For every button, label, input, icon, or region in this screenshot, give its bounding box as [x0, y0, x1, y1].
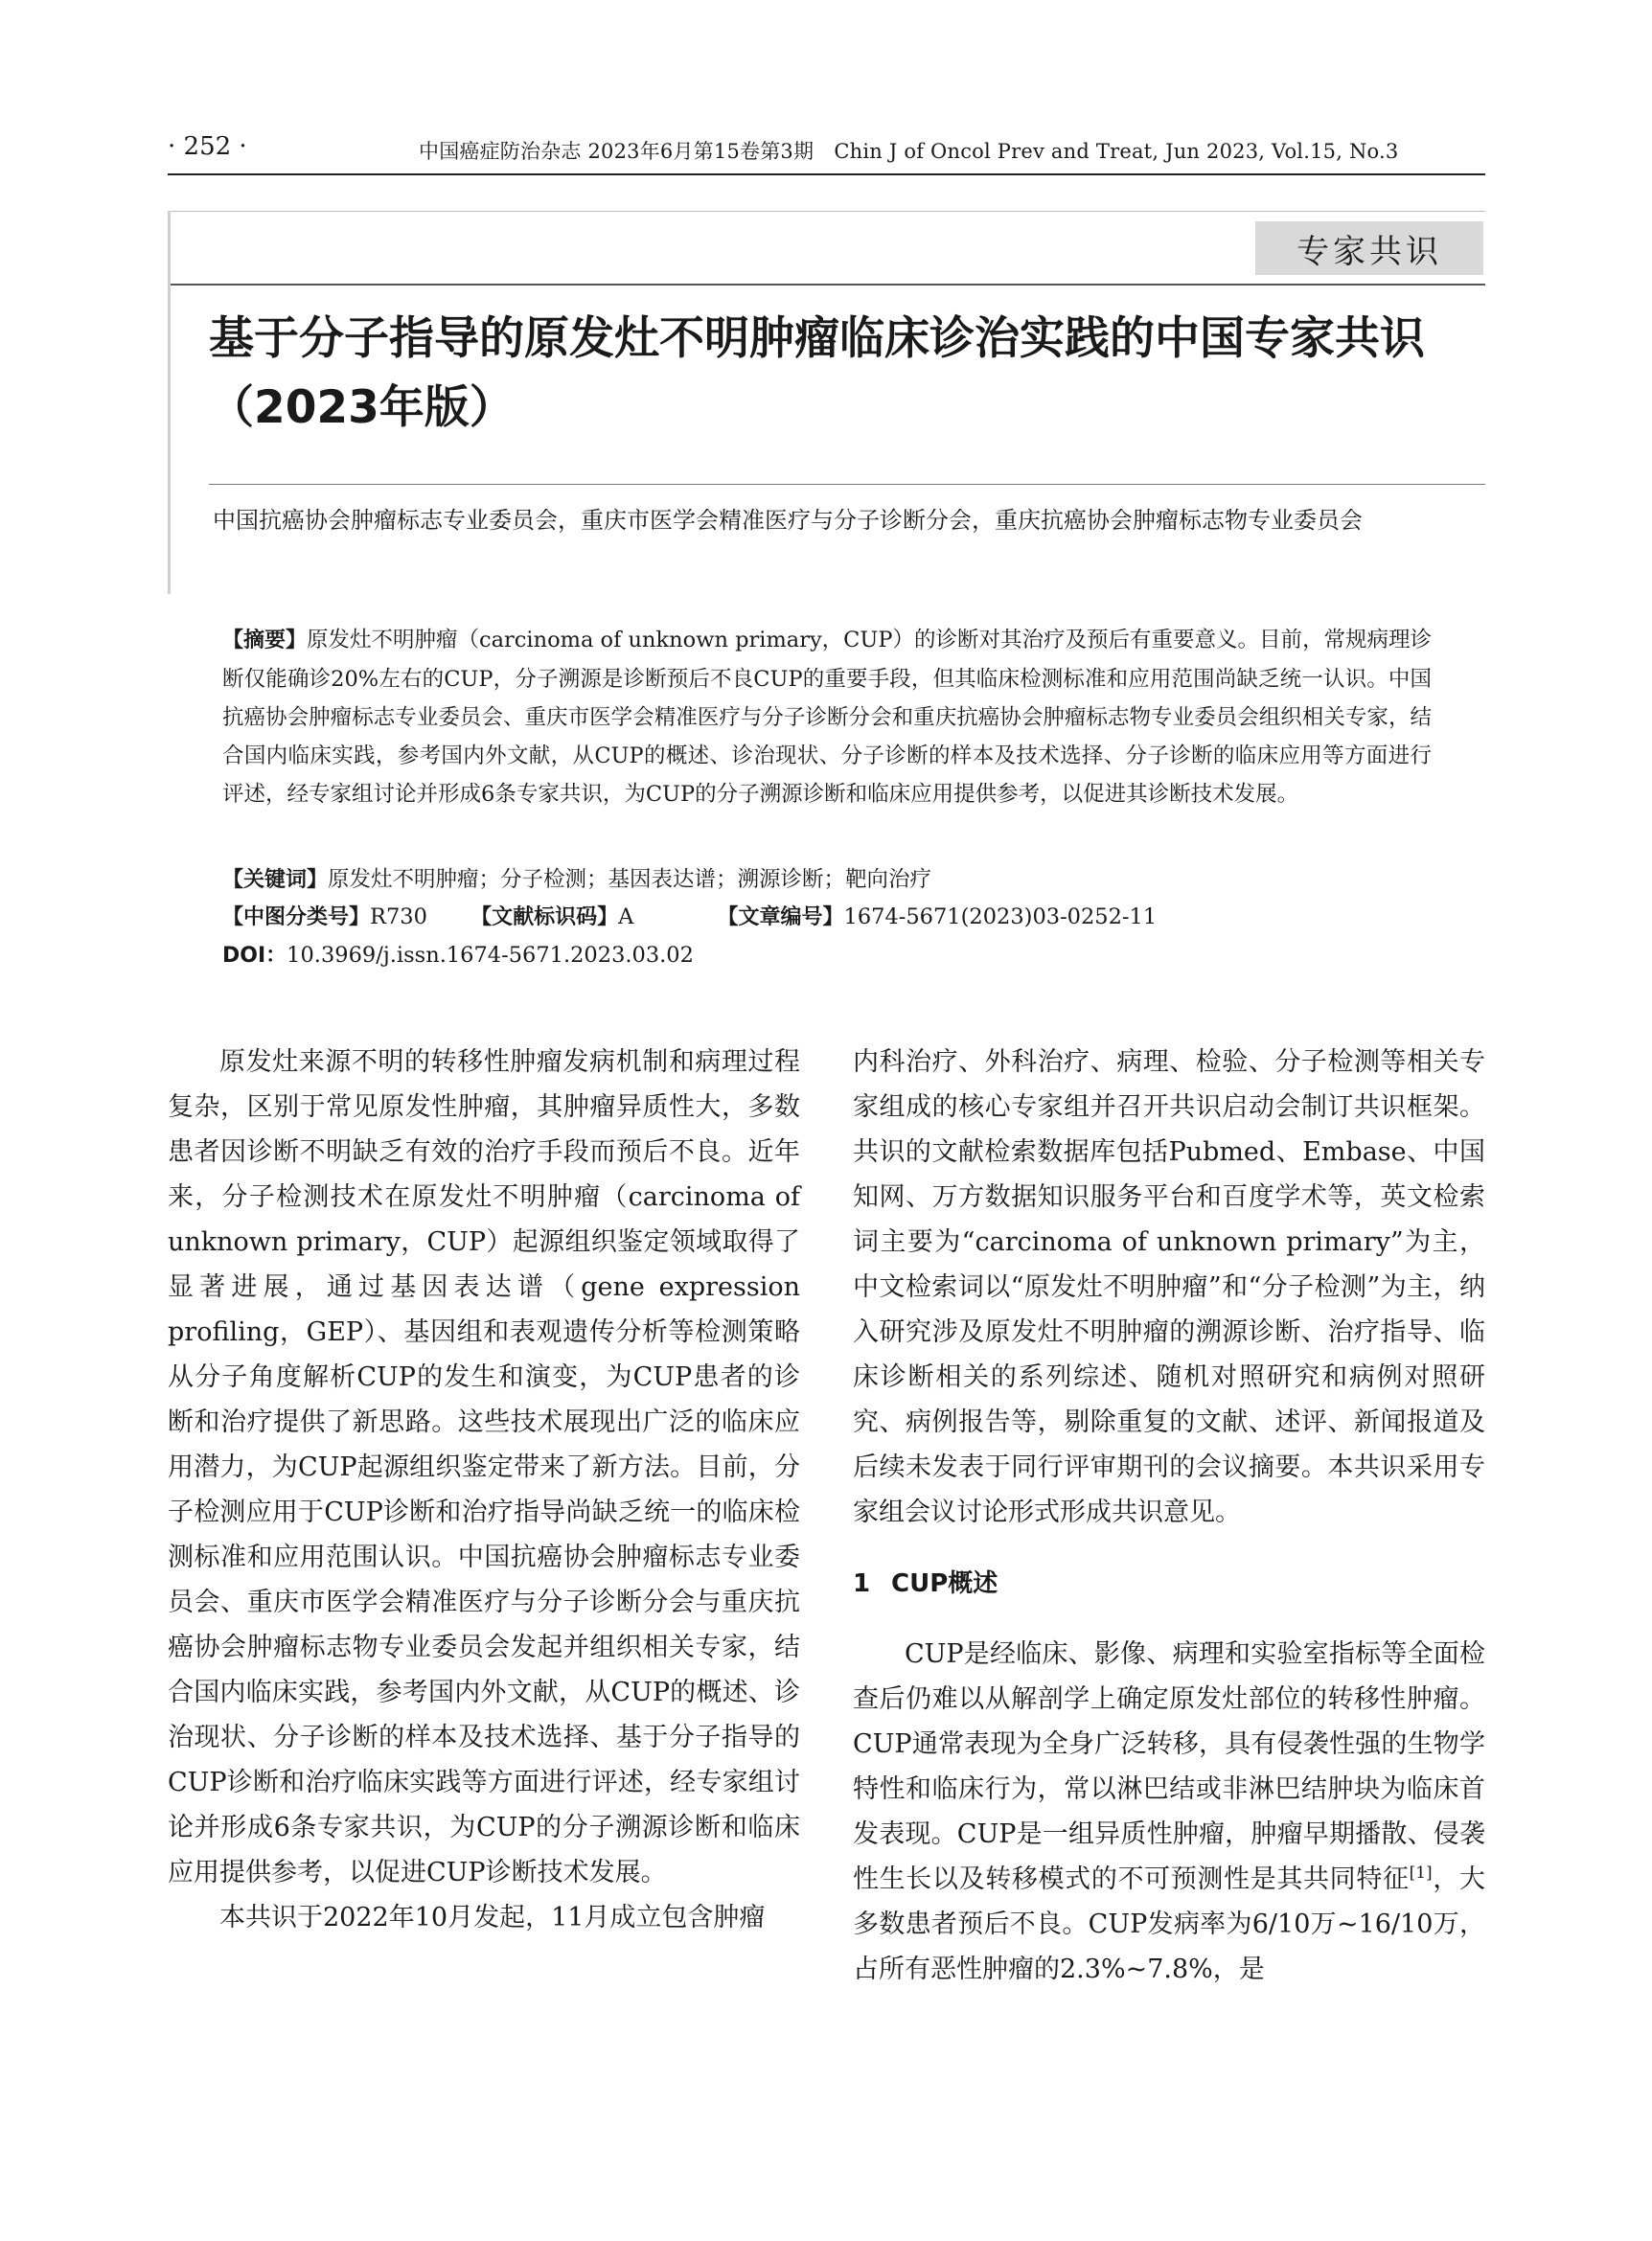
left-paragraph-2: 本共识于2022年10月发起，11月成立包含肿瘤: [219, 1903, 766, 1932]
section-number: 1: [853, 1569, 871, 1598]
abstract-label: 【摘要】: [222, 629, 308, 652]
left-paragraph-1: 原发灶来源不明的转移性肿瘤发病机制和病理过程复杂，区别于常见原发性肿瘤，其肿瘤异质性大，多数患者因诊断不明缺乏有效的治疗手段而预后不良。近年来，分子检测技术在原发灶不明肿瘤（carcinoma of unknown primary，CUP）起源组织鉴定领域取得了显著进展，通过基因表达谱（gene expression profiling，GEP）、基因组和表观遗传分析等检测策略从分子角度解析CUP的发生和演变，为CUP患者的诊断和治疗提供了新思路。这些技术展现出广泛的临床应用潜力，为CUP起源组织鉴定带来了新方法。目前，分子检测应用于CUP诊断和治疗指导尚缺乏统一的临床检测标准和应用范围认识。中国抗癌协会肿瘤标志专业委员会、重庆市医学会精准医疗与分子诊断分会与重庆抗癌协会肿瘤标志物专业委员会发起并组织相关专家，结合国内临床实践，参考国内外文献，从CUP的概述、诊治现状、分子诊断的样本及技术选择、基于分子指导的CUP诊断和治疗临床实践等方面进行评述，经专家组讨论并形成6条专家共识，为CUP的分子溯源诊断和临床应用提供参考，以促进CUP诊断技术发展。: [168, 1047, 800, 1887]
right-paragraph-2-a: CUP是经临床、影像、病理和实验室指标等全面检查后仍难以从解剖学上确定原发灶部位的转移性肿瘤。CUP通常表现为全身广泛转移，具有侵袭性强的生物学特性和临床行为，常以淋巴结或非淋巴结肿块为临床首发表现。CUP是一组异质性肿瘤，肿瘤早期播散、侵袭性生长以及转移模式的不可预测性是其共同特征: [853, 1639, 1485, 1894]
author-rule: [209, 484, 1485, 485]
classification-line: [222, 901, 1157, 930]
journal-citation: 中国癌症防治杂志 2023年6月第15卷第3期 Chin J of Oncol Prev and Treat, Jun 2023, Vol.15, No.3: [419, 140, 1399, 163]
page-number: · 252 ·: [168, 132, 247, 161]
running-header: [168, 132, 1485, 171]
header-rule: [168, 173, 1485, 175]
title-frame-top: [168, 211, 1485, 212]
citation-ref-1[interactable]: [1]: [1409, 1864, 1433, 1883]
doi-label: DOI：: [222, 944, 287, 968]
article-category: 专家共识: [1255, 221, 1483, 275]
right-paragraph-1: 内科治疗、外科治疗、病理、检验、分子检测等相关专家组成的核心专家组并召开共识启动会制订共识框架。共识的文献检索数据库包括Pubmed、Embase、中国知网、万方数据知识服务平台和百度学术等，英文检索词主要为“carcinoma of unknown primary”为主，中文检索词以“原发灶不明肿瘤”和“分子检测”为主，纳入研究涉及原发灶不明肿瘤的溯源诊断、治疗指导、临床诊断相关的系列综述、随机对照研究和病例对照研究、病例报告等，剔除重复的文献、述评、新闻报道及后续未发表于同行评审期刊的会议摘要。本共识采用专家组会议讨论形式形成共识意见。: [853, 1047, 1485, 1527]
doc-code-label: 【文献标识码】: [470, 905, 619, 929]
doi-line: [222, 939, 694, 969]
clc-value: R730: [370, 904, 427, 929]
body-right-column: [853, 1040, 1485, 1992]
article-title: 基于分子指导的原发灶不明肿瘤临床诊治实践的中国专家共识（2023年版）: [209, 312, 1425, 434]
abstract-text: 原发灶不明肿瘤（carcinoma of unknown primary，CUP）的诊断对其治疗及预后有重要意义。目前，常规病理诊断仅能确诊20%左右的CUP，分子溯源是诊断预后不良CUP的重要手段，但其临床检测标准和应用范围尚缺乏统一认识。中国抗癌协会肿瘤标志专业委员会、重庆市医学会精准医疗与分子诊断分会和重庆抗癌协会肿瘤标志物专业委员会组织相关专家，结合国内临床实践，参考国内外文献，从CUP的概述、诊治现状、分子诊断的样本及技术选择、分子诊断的临床应用等方面进行评述，经专家组讨论并形成6条专家共识，为CUP的分子溯源诊断和临床应用提供参考，以促进其诊断技术发展。: [222, 628, 1432, 807]
article-number-value: 1674-5671(2023)03-0252-11: [843, 904, 1158, 929]
author-affiliations: 中国抗癌协会肿瘤标志专业委员会，重庆市医学会精准医疗与分子诊断分会，重庆抗癌协会肿瘤标志物专业委员会: [213, 507, 1363, 534]
clc-label: 【中图分类号】: [222, 905, 371, 929]
section-title: CUP概述: [891, 1569, 998, 1598]
category-rule: [171, 284, 1485, 286]
keywords-label: 【关键词】: [222, 868, 329, 892]
right-paragraph-2-b: ，大多数患者预后不良。CUP发病率为6/10万~16/10万，占所有恶性肿瘤的2.3%~7.8%，是: [853, 1864, 1485, 1984]
article-number-label: 【文章编号】: [717, 905, 844, 929]
title-frame-left: [168, 211, 171, 594]
abstract: [222, 621, 1432, 813]
section-heading: [853, 1562, 1485, 1607]
body-left-column: [168, 1040, 800, 1940]
keywords-line: [222, 862, 931, 893]
right-paragraph-2: [853, 1632, 1485, 1992]
doi-value: 10.3969/j.issn.1674-5671.2023.03.02: [287, 943, 694, 968]
doc-code-value: A: [618, 904, 634, 929]
keywords-text: 原发灶不明肿瘤；分子检测；基因表达谱；溯源诊断；靶向治疗: [328, 867, 932, 892]
